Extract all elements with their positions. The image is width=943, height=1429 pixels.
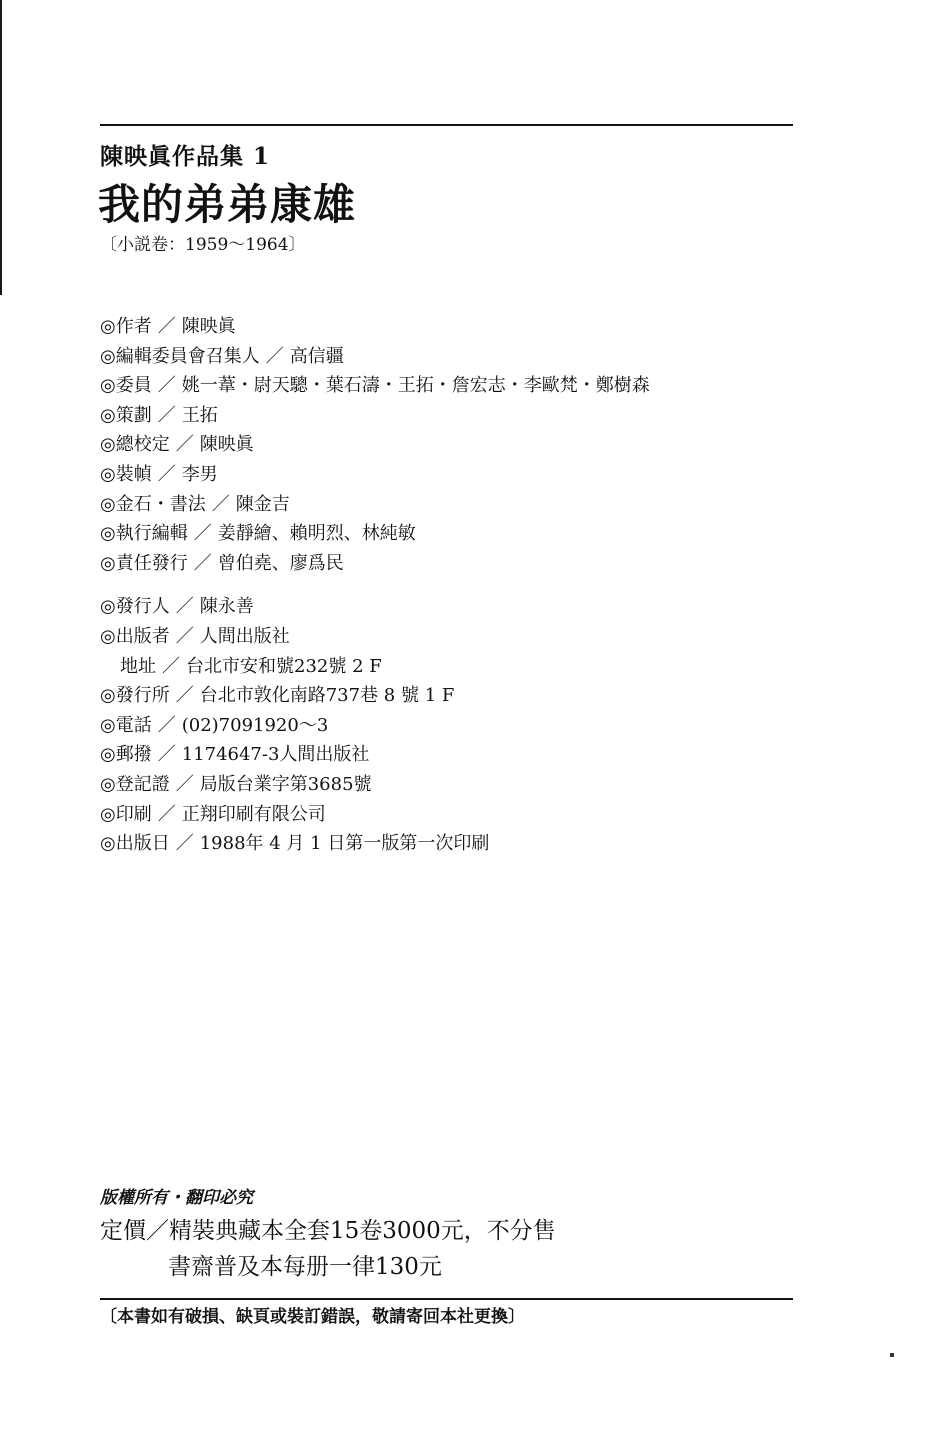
colophon-separator: ／ — [175, 596, 194, 618]
colophon-value: 高信疆 — [289, 345, 344, 367]
colophon-label: ◎出版者 — [100, 625, 170, 647]
colophon-value: 人間出版社 — [199, 625, 290, 647]
colophon-value: 姚一葦・尉天驄・葉石濤・王拓・詹宏志・李歐梵・鄭樹森 — [181, 375, 650, 397]
colophon-value: 1174647-3人間出版社 — [181, 744, 370, 766]
colophon-label: ◎郵撥 — [100, 744, 152, 766]
colophon-separator: ／ — [157, 803, 176, 825]
colophon-item-publisher — [100, 622, 650, 652]
colophon-label: ◎策劃 — [100, 404, 152, 426]
colophon-value: 陳映眞 — [181, 316, 236, 337]
colophon-separator: ／ — [193, 552, 212, 574]
colophon-item-publication-date — [100, 829, 650, 859]
colophon-list — [100, 312, 650, 859]
colophon-value: 台北市安和號232號 2 F — [186, 655, 382, 677]
colophon-separator: ／ — [175, 625, 194, 647]
colophon-label: ◎委員 — [100, 375, 152, 397]
colophon-item-address — [100, 652, 650, 682]
colophon-separator: ／ — [157, 744, 176, 766]
colophon-label: ◎總校定 — [100, 434, 170, 456]
colophon-item-distributor — [100, 681, 650, 711]
book-subtitle: 〔小説卷：1959～1964〕 — [100, 235, 306, 255]
colophon-value: 姜靜繪、賴明烈、林純敏 — [217, 523, 416, 545]
colophon-label: 地址 — [120, 655, 156, 677]
colophon-item-printing — [100, 800, 650, 830]
price-line-single-volume: 書齋普及本每册一律130元 — [168, 1254, 442, 1280]
colophon-label: ◎登記證 — [100, 773, 170, 795]
colophon-label: ◎作者 — [100, 316, 152, 337]
colophon-value: 陳永善 — [199, 596, 254, 618]
copyright-notice: 版權所有・翻印必究 — [100, 1188, 253, 1208]
colophon-label: ◎印刷 — [100, 803, 152, 825]
colophon-label: ◎執行編輯 — [100, 523, 188, 545]
colophon-label: ◎出版日 — [100, 833, 170, 855]
colophon-value: 1988年 4 月 1 日第一版第一次印刷 — [199, 833, 490, 855]
colophon-item-publisher-person — [100, 592, 650, 622]
colophon-value: 陳金吉 — [235, 493, 290, 515]
colophon-label: ◎發行所 — [100, 685, 170, 707]
colophon-separator: ／ — [175, 434, 194, 456]
top-rule — [100, 124, 793, 126]
colophon-item-distribution — [100, 549, 650, 579]
colophon-value: 台北市敦化南路737巷 8 號 1 F — [199, 685, 455, 707]
colophon-separator: ／ — [157, 375, 176, 397]
series-title: 陳映眞作品集 1 — [100, 143, 271, 170]
colophon-label: ◎責任發行 — [100, 552, 188, 574]
colophon-value: 王拓 — [181, 404, 218, 426]
colophon-item-calligraphy — [100, 490, 650, 520]
colophon-label: ◎電話 — [100, 714, 152, 736]
colophon-label: ◎裝幀 — [100, 463, 152, 485]
colophon-label: ◎發行人 — [100, 596, 170, 618]
colophon-value: 曾伯堯、廖爲民 — [217, 552, 344, 574]
colophon-separator: ／ — [211, 493, 230, 515]
colophon-item-registration — [100, 770, 650, 800]
colophon-value: 陳映眞 — [199, 434, 254, 456]
colophon-separator: ／ — [157, 316, 176, 337]
scan-left-edge — [0, 0, 2, 295]
scan-speck — [890, 1353, 894, 1357]
colophon-item-author — [100, 312, 650, 342]
colophon-separator: ／ — [175, 773, 194, 795]
colophon-item-proofreading — [100, 430, 650, 460]
colophon-item-executive-editors — [100, 519, 650, 549]
colophon-separator: ／ — [157, 404, 176, 426]
colophon-label: ◎金石・書法 — [100, 493, 206, 515]
colophon-item-planning — [100, 401, 650, 431]
colophon-separator: ／ — [157, 714, 176, 736]
colophon-separator: ／ — [157, 463, 176, 485]
colophon-separator: ／ — [265, 345, 284, 367]
colophon-separator: ／ — [175, 833, 194, 855]
bottom-rule — [100, 1298, 793, 1300]
colophon-item-committee — [100, 371, 650, 401]
colophon-value: (02)7091920～3 — [181, 714, 329, 736]
colophon-value: 正翔印刷有限公司 — [181, 803, 326, 825]
colophon-label: ◎編輯委員會召集人 — [100, 345, 260, 367]
colophon-separator: ／ — [175, 685, 194, 707]
colophon-item-binding-design — [100, 460, 650, 490]
book-title: 我的弟弟康雄 — [98, 180, 357, 229]
colophon-separator: ／ — [193, 523, 212, 545]
colophon-separator: ／ — [162, 655, 180, 677]
colophon-item-convener — [100, 342, 650, 372]
colophon-value: 局版台業字第3685號 — [199, 773, 372, 795]
price-line-collector-set: 定價／精裝典藏本全套15卷3000元，不分售 — [100, 1218, 556, 1244]
replacement-notice: 〔本書如有破損、缺頁或裝訂錯誤，敬請寄回本社更換〕 — [100, 1307, 525, 1327]
colophon-item-postal-transfer — [100, 740, 650, 770]
colophon-value: 李男 — [181, 463, 218, 485]
colophon-item-phone — [100, 711, 650, 741]
